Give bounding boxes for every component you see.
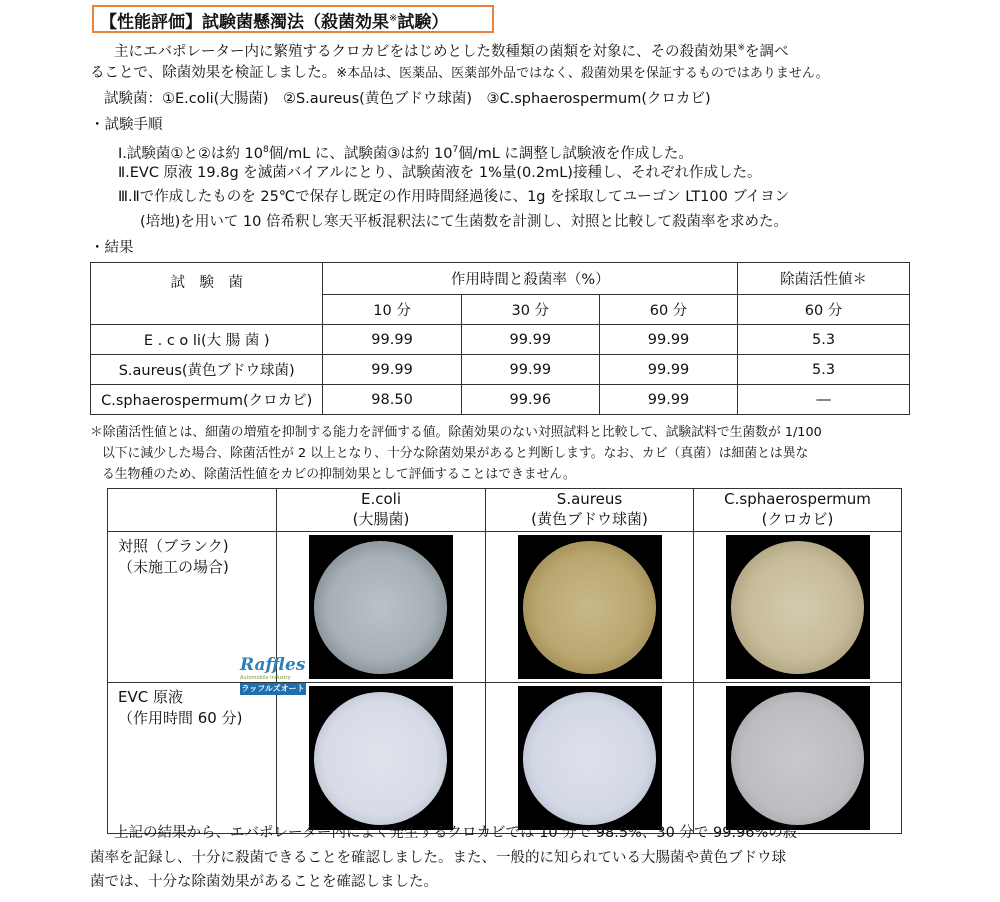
header-time-60: 60 分 — [599, 295, 737, 325]
header-time-30: 30 分 — [461, 295, 599, 325]
procedure-step-2: Ⅱ.EVC 原液 19.8g を滅菌バイアルにとり、試験菌液を 1%量(0.2mL)接種し、それぞれ作成した。 — [118, 165, 762, 181]
table-row — [91, 385, 910, 415]
photo-table — [107, 488, 902, 834]
row-name: S.aureus(黄色ブドウ球菌) — [91, 355, 323, 385]
procedure-step-3b: (培地)を用いて 10 倍希釈し寒天平板混釈法にて生菌数を計測し、対照と比較して殺菌率を求めた。 — [140, 214, 788, 230]
footnote-line-3: る生物種のため、除菌活性値をカビの抑制効果として評価することはできません。 — [102, 467, 576, 482]
header-activity-time: 60 分 — [738, 295, 910, 325]
row-name: C.sphaerospermum(クロカビ) — [91, 385, 323, 415]
row-v30: 99.99 — [461, 325, 599, 355]
results-heading: ・結果 — [90, 240, 134, 256]
row-label-evc: EVC 原液 （作用時間 60 分) — [108, 683, 277, 834]
row-v10: 99.99 — [323, 325, 461, 355]
dish-photo-csph-control — [726, 535, 870, 679]
title-tail: 試験） — [397, 12, 449, 33]
row-name: E . c o li(大 腸 菌 ) — [91, 325, 323, 355]
header-bacteria: 試 験 菌 — [91, 263, 323, 325]
conclusion-line-1: 上記の結果から、エバポレーター内によく発生するクロカビでは 10 分で 98.5%、30 分で 99.96%の殺 — [114, 825, 798, 841]
row-v10: 98.50 — [323, 385, 461, 415]
row-v30: 99.99 — [461, 355, 599, 385]
title-main: 【性能評価】試験菌懸濁法（殺菌効果 — [100, 12, 389, 33]
conclusion-line-3: 菌では、十分な除菌効果があることを確認しました。 — [90, 874, 438, 890]
header-activity: 除菌活性値＊ — [738, 263, 910, 295]
procedure-step-1: Ⅰ.試験菌①と②は約 $10^8$個/mL に、試験菌③は約 $10^7$個/mL に調整し試験液を作成した。 — [118, 145, 693, 162]
header-time-10: 10 分 — [323, 295, 461, 325]
dish-photo-saureus-control — [518, 535, 662, 679]
row-v30: 99.96 — [461, 385, 599, 415]
intro-line-2: ることで、除菌効果を検証しました。※本品は、医薬品、医薬部外品ではなく、殺菌効果を保証するものではありません。 — [90, 65, 829, 81]
page-title — [92, 5, 494, 33]
row-activity: ― — [738, 385, 910, 415]
footnote-line-1: ＊除菌活性値とは、細菌の増殖を抑制する能力を評価する値。除菌効果のない対照試料と比較して、試験試料で生菌数が 1/100 — [90, 425, 822, 440]
table-row — [91, 325, 910, 355]
procedure-heading: ・試験手順 — [90, 117, 163, 133]
dish-photo-ecoli-evc — [309, 686, 453, 830]
photo-header-csph: C.sphaerospermum (クロカビ) — [694, 489, 902, 532]
results-table — [90, 262, 910, 415]
dish-photo-ecoli-control — [309, 535, 453, 679]
raffles-logo: Raffles Automobile Industry ラッフルズオート — [240, 655, 306, 693]
row-v10: 99.99 — [323, 355, 461, 385]
row-activity: 5.3 — [738, 325, 910, 355]
footnote-line-2: 以下に減少した場合、除菌活性が 2 以上となり、十分な除菌効果があると判断します。なお、カビ（真菌）は細菌とは異な — [102, 446, 809, 461]
intro-line-1: 主にエバポレーター内に繁殖するクロカビをはじめとした数種類の菌類を対象に、その殺菌効果※を調べ — [114, 43, 789, 60]
row-v60: 99.99 — [599, 355, 737, 385]
photo-header-ecoli: E.coli (大腸菌) — [277, 489, 486, 532]
dish-photo-saureus-evc — [518, 686, 662, 830]
row-v60: 99.99 — [599, 325, 737, 355]
procedure-step-3a: Ⅲ.Ⅱで作成したものを 25℃で保存し既定の作用時間経過後に、1g を採取してユーゴン LT100 ブイヨン — [118, 189, 790, 205]
table-row — [91, 355, 910, 385]
dish-photo-csph-evc — [726, 686, 870, 830]
header-rate: 作用時間と殺菌率（%） — [323, 263, 738, 295]
row-activity: 5.3 — [738, 355, 910, 385]
test-bacteria: 試験菌：①E.coli(大腸菌) ②S.aureus(黄色ブドウ球菌) ③C.sphaerospermum(クロカビ) — [104, 91, 711, 107]
title-mark: ※ — [389, 13, 398, 24]
row-v60: 99.99 — [599, 385, 737, 415]
conclusion-line-2: 菌率を記録し、十分に殺菌できることを確認しました。また、一般的に知られている大腸菌や黄色ブドウ球 — [90, 850, 786, 866]
photo-header-saureus: S.aureus (黄色ブドウ球菌) — [486, 489, 694, 532]
row-label-control: 対照（ブランク) （未施工の場合) — [108, 532, 277, 683]
